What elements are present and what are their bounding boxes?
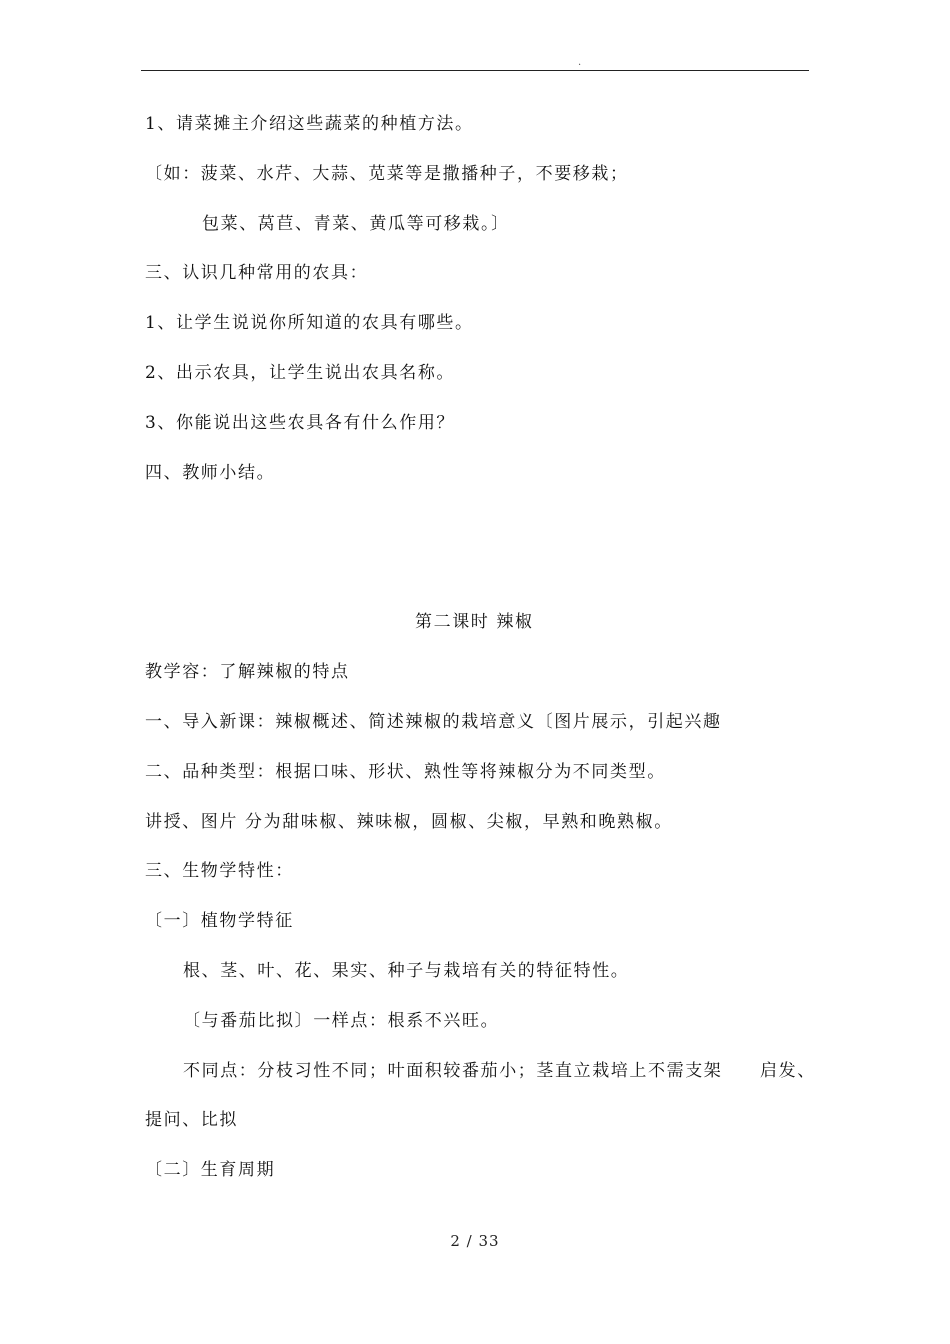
header-rule bbox=[141, 70, 809, 71]
text-line-transplant-examples: 包菜、莴苣、青菜、黄瓜等可移栽。〕 bbox=[202, 214, 510, 234]
lesson-title: 第二课时 辣椒 bbox=[415, 612, 534, 632]
subsection-heading-botany: 〔一〕植物学特征 bbox=[145, 911, 294, 931]
text-line-teaching-content: 教学容：了解辣椒的特点 bbox=[145, 662, 350, 682]
section-heading-summary: 四、教师小结。 bbox=[145, 463, 276, 483]
subsection-heading-growth-cycle: 〔二〕生育周期 bbox=[145, 1160, 276, 1180]
text-line-vegetable-intro: 1、请菜摊主介绍这些蔬菜的种植方法。 bbox=[145, 114, 474, 134]
text-line-variety-details: 讲授、图片 分为甜味椒、辣味椒，圆椒、尖椒，早熟和晚熟椒。 bbox=[145, 812, 673, 832]
text-line-tools-2: 2、出示农具，让学生说出农具名称。 bbox=[145, 363, 456, 383]
text-line-differences: 不同点：分枝习性不同；叶面积较番茄小；茎直立栽培上不需支架 bbox=[183, 1061, 723, 1081]
text-line-tools-3: 3、你能说出这些农具各有什么作用？ bbox=[145, 413, 456, 433]
text-line-variety-types: 二、品种类型：根据口味、形状、熟性等将辣椒分为不同类型。 bbox=[145, 762, 666, 782]
text-line-similarities: 〔与番茄比拟〕一样点：根系不兴旺。 bbox=[183, 1011, 500, 1031]
section-heading-tools: 三、认识几种常用的农具： bbox=[145, 263, 369, 283]
text-line-introduction: 一、导入新课：辣椒概述、简述辣椒的栽培意义〔图片展示，引起兴趣 bbox=[145, 712, 722, 732]
page-number: 2 / 33 bbox=[450, 1232, 500, 1250]
text-line-sowing-examples: 〔如：菠菜、水芹、大蒜、苋菜等是撒播种子，不要移栽； bbox=[145, 164, 629, 184]
section-heading-biology: 三、生物学特性： bbox=[145, 861, 294, 881]
text-line-tools-1: 1、让学生说说你所知道的农具有哪些。 bbox=[145, 313, 474, 333]
text-line-method-note-cont: 提问、比拟 bbox=[145, 1110, 238, 1130]
text-line-plant-parts: 根、茎、叶、花、果实、种子与栽培有关的特征特性。 bbox=[183, 961, 630, 981]
text-line-method-note: 启发、 bbox=[760, 1061, 816, 1081]
header-mark: . bbox=[578, 57, 582, 68]
